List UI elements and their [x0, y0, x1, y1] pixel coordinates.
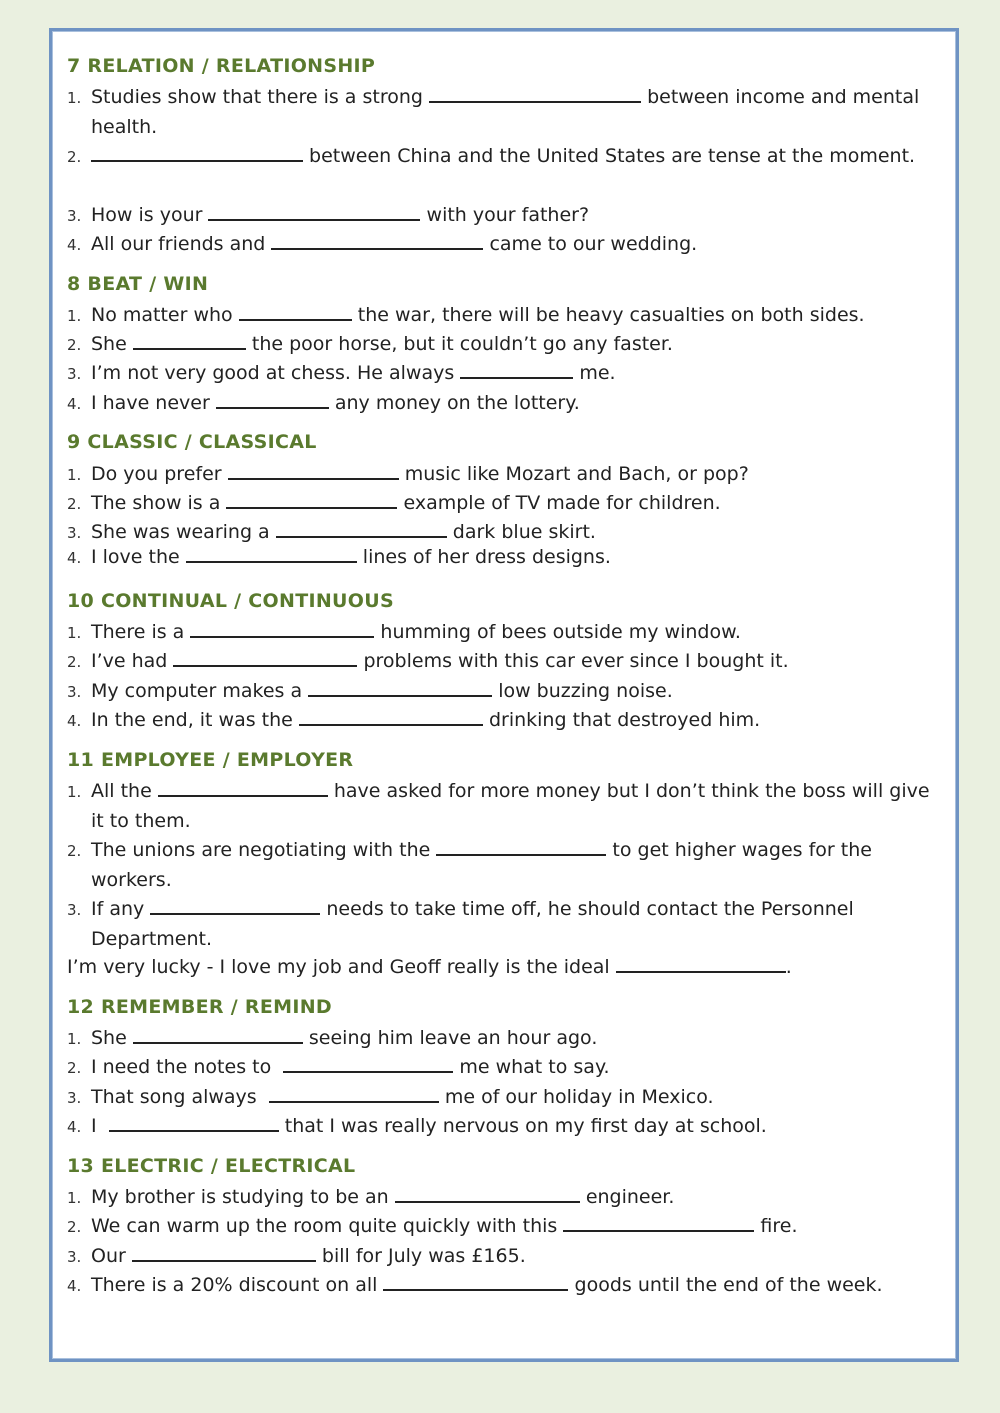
item-number: 4. [67, 236, 82, 254]
sentence-end: me of our holiday in Mexico. [444, 1086, 714, 1108]
item-number: 3. [67, 524, 82, 542]
sentence-end: to get higher wages for the workers. [91, 839, 872, 891]
sentence-start: She [91, 1027, 127, 1049]
answer-blank[interactable] [616, 970, 786, 973]
answer-blank[interactable] [132, 1259, 316, 1262]
sentence-end: between China and the United States are tense at the moment. [309, 145, 916, 167]
exercise-item [67, 543, 936, 573]
exercise-item [67, 389, 936, 419]
sentence-start: Studies show that there is a strong [91, 86, 423, 108]
exercise-item [67, 330, 936, 360]
exercise-item [67, 677, 936, 707]
answer-blank[interactable] [133, 1041, 303, 1044]
sentence-end: example of TV made for children. [403, 492, 721, 514]
section-heading: 8 BEAT / WIN [67, 273, 209, 295]
sentence-start: My brother is studying to be an [91, 1186, 389, 1208]
sentence-start: I have never [91, 392, 210, 414]
exercise-item [67, 1183, 936, 1213]
sentence-start: All the [91, 780, 152, 802]
item-number: 1. [67, 783, 82, 801]
item-number: 3. [67, 1089, 82, 1107]
answer-blank[interactable] [228, 477, 399, 480]
item-number: 2. [67, 495, 82, 513]
sentence-end: needs to take time off, he should contact the Personnel Department. [91, 898, 854, 950]
exercise-item [67, 706, 936, 736]
section-heading: 9 CLASSIC / CLASSICAL [67, 431, 317, 453]
item-number: 2. [67, 1218, 82, 1236]
sentence-start: Do you prefer [91, 463, 222, 485]
answer-blank[interactable] [150, 912, 320, 915]
sentence-end: seeing him leave an hour ago. [308, 1027, 598, 1049]
sentence-end: with your father? [426, 204, 590, 226]
exercise-item [67, 1083, 936, 1113]
answer-blank[interactable] [226, 506, 397, 509]
answer-blank[interactable] [239, 318, 352, 321]
sentence-end: fire. [760, 1215, 798, 1237]
answer-blank[interactable] [190, 635, 374, 638]
item-number: 1. [67, 307, 82, 325]
item-number: 2. [67, 653, 82, 671]
sentence-end: . [785, 956, 792, 978]
item-number: 2. [67, 148, 82, 166]
exercise-item [67, 836, 936, 895]
answer-blank[interactable] [383, 1288, 568, 1291]
exercise-item [67, 142, 936, 172]
exercise-item [67, 1271, 936, 1301]
item-number: 3. [67, 365, 82, 383]
item-number: 2. [67, 336, 82, 354]
sentence-start: I [91, 1115, 97, 1137]
sentence-end: problems with this car ever since I bought it. [363, 650, 789, 672]
exercise-item [67, 895, 936, 954]
sentence-start: She [91, 333, 127, 355]
exercise-item [67, 1242, 936, 1272]
item-number: 1. [67, 89, 82, 107]
answer-blank[interactable] [308, 694, 492, 697]
answer-blank[interactable] [133, 347, 246, 350]
sentence-end: me. [579, 362, 616, 384]
sentence-end: have asked for more money but I don’t think the boss will give it to them. [91, 780, 930, 832]
exercise-item [67, 953, 936, 983]
answer-blank[interactable] [271, 247, 483, 250]
answer-blank[interactable] [276, 535, 447, 538]
exercise-item [67, 1024, 936, 1054]
answer-blank[interactable] [429, 100, 641, 103]
item-number: 4. [67, 395, 82, 413]
item-number: 4. [67, 1277, 82, 1295]
sentence-start: She was wearing a [91, 521, 270, 543]
sentence-start: In the end, it was the [91, 709, 293, 731]
sentence-end: engineer. [585, 1186, 675, 1208]
sentence-start: My computer makes a [91, 680, 303, 702]
item-number: 2. [67, 842, 82, 860]
item-number: 1. [67, 1030, 82, 1048]
sentence-start: That song always [91, 1086, 257, 1108]
sentence-end: that I was really nervous on my first day at school. [284, 1115, 767, 1137]
item-number: 2. [67, 1059, 82, 1077]
answer-blank[interactable] [109, 1129, 279, 1132]
section-heading: 10 CONTINUAL / CONTINUOUS [67, 590, 394, 612]
sentence-end: lines of her dress designs. [362, 546, 611, 568]
answer-blank[interactable] [186, 560, 357, 563]
item-number: 1. [67, 466, 82, 484]
answer-blank[interactable] [216, 406, 329, 409]
exercise-item [67, 489, 936, 519]
exercise-item [67, 1053, 936, 1083]
sentence-end: me what to say. [459, 1056, 610, 1078]
sentence-start: Our [91, 1245, 126, 1267]
sentence-start: I love the [91, 546, 180, 568]
section-heading: 7 RELATION / RELATIONSHIP [67, 55, 376, 77]
item-number: 3. [67, 901, 82, 919]
item-number: 1. [67, 1189, 82, 1207]
answer-blank[interactable] [460, 376, 573, 379]
answer-blank[interactable] [563, 1229, 754, 1232]
exercise-item [67, 777, 936, 836]
answer-blank[interactable] [173, 664, 357, 667]
sentence-end: drinking that destroyed him. [488, 709, 761, 731]
exercise-item [67, 1112, 936, 1142]
sentence-start: If any [91, 898, 145, 920]
sentence-start: We can warm up the room quite quickly with this [91, 1215, 558, 1237]
exercise-item [67, 201, 936, 231]
exercise-item [67, 230, 936, 260]
section-heading: 11 EMPLOYEE / EMPLOYER [67, 749, 354, 771]
sentence-end: music like Mozart and Bach, or pop? [404, 463, 749, 485]
exercise-item [67, 83, 936, 142]
sentence-start: All our friends and [91, 233, 266, 255]
sentence-start: I’m not very good at chess. He always [91, 362, 455, 384]
sentence-end: came to our wedding. [489, 233, 698, 255]
sentence-start: The show is a [91, 492, 221, 514]
sentence-end: any money on the lottery. [334, 392, 580, 414]
sentence-start: No matter who [91, 304, 233, 326]
answer-blank[interactable] [91, 159, 303, 162]
section-heading: 13 ELECTRIC / ELECTRICAL [67, 1155, 356, 1177]
exercise-item [67, 647, 936, 677]
sentence-end: the war, there will be heavy casualties on both sides. [357, 304, 865, 326]
item-number: 4. [67, 1118, 82, 1136]
exercise-item [67, 359, 936, 389]
sentence-end: dark blue skirt. [452, 521, 596, 543]
sentence-start: There is a [91, 621, 185, 643]
sentence-start: The unions are negotiating with the [91, 839, 431, 861]
item-number: 3. [67, 207, 82, 225]
sentence-end: between income and mental health. [91, 86, 920, 138]
exercise-item [67, 1212, 936, 1242]
item-number: 4. [67, 549, 82, 567]
exercise-item [67, 301, 936, 331]
section-heading: 12 REMEMBER / REMIND [67, 996, 332, 1018]
answer-blank[interactable] [436, 853, 606, 856]
sentence-end: low buzzing noise. [498, 680, 673, 702]
sentence-start: There is a 20% discount on all [91, 1274, 378, 1296]
exercise-item [67, 460, 936, 490]
sentence-start: I need the notes to [91, 1056, 272, 1078]
item-number: 4. [67, 712, 82, 730]
sentence-end: bill for July was £165. [321, 1245, 526, 1267]
sentence-end: goods until the end of the week. [574, 1274, 883, 1296]
sentence-end: humming of bees outside my window. [380, 621, 741, 643]
worksheet [49, 28, 959, 1362]
item-number: 1. [67, 624, 82, 642]
sentence-start: I’ve had [91, 650, 168, 672]
answer-blank[interactable] [208, 218, 420, 221]
answer-blank[interactable] [299, 723, 483, 726]
answer-blank[interactable] [269, 1100, 439, 1103]
answer-blank[interactable] [158, 794, 328, 797]
sentence-start: I’m very lucky - I love my job and Geoff really is the ideal [67, 956, 610, 978]
item-number: 3. [67, 1248, 82, 1266]
exercise-item [67, 618, 936, 648]
answer-blank[interactable] [283, 1070, 453, 1073]
item-number: 3. [67, 683, 82, 701]
sentence-end: the poor horse, but it couldn’t go any faster. [251, 333, 673, 355]
sentence-start: How is your [91, 204, 203, 226]
answer-blank[interactable] [395, 1200, 580, 1203]
